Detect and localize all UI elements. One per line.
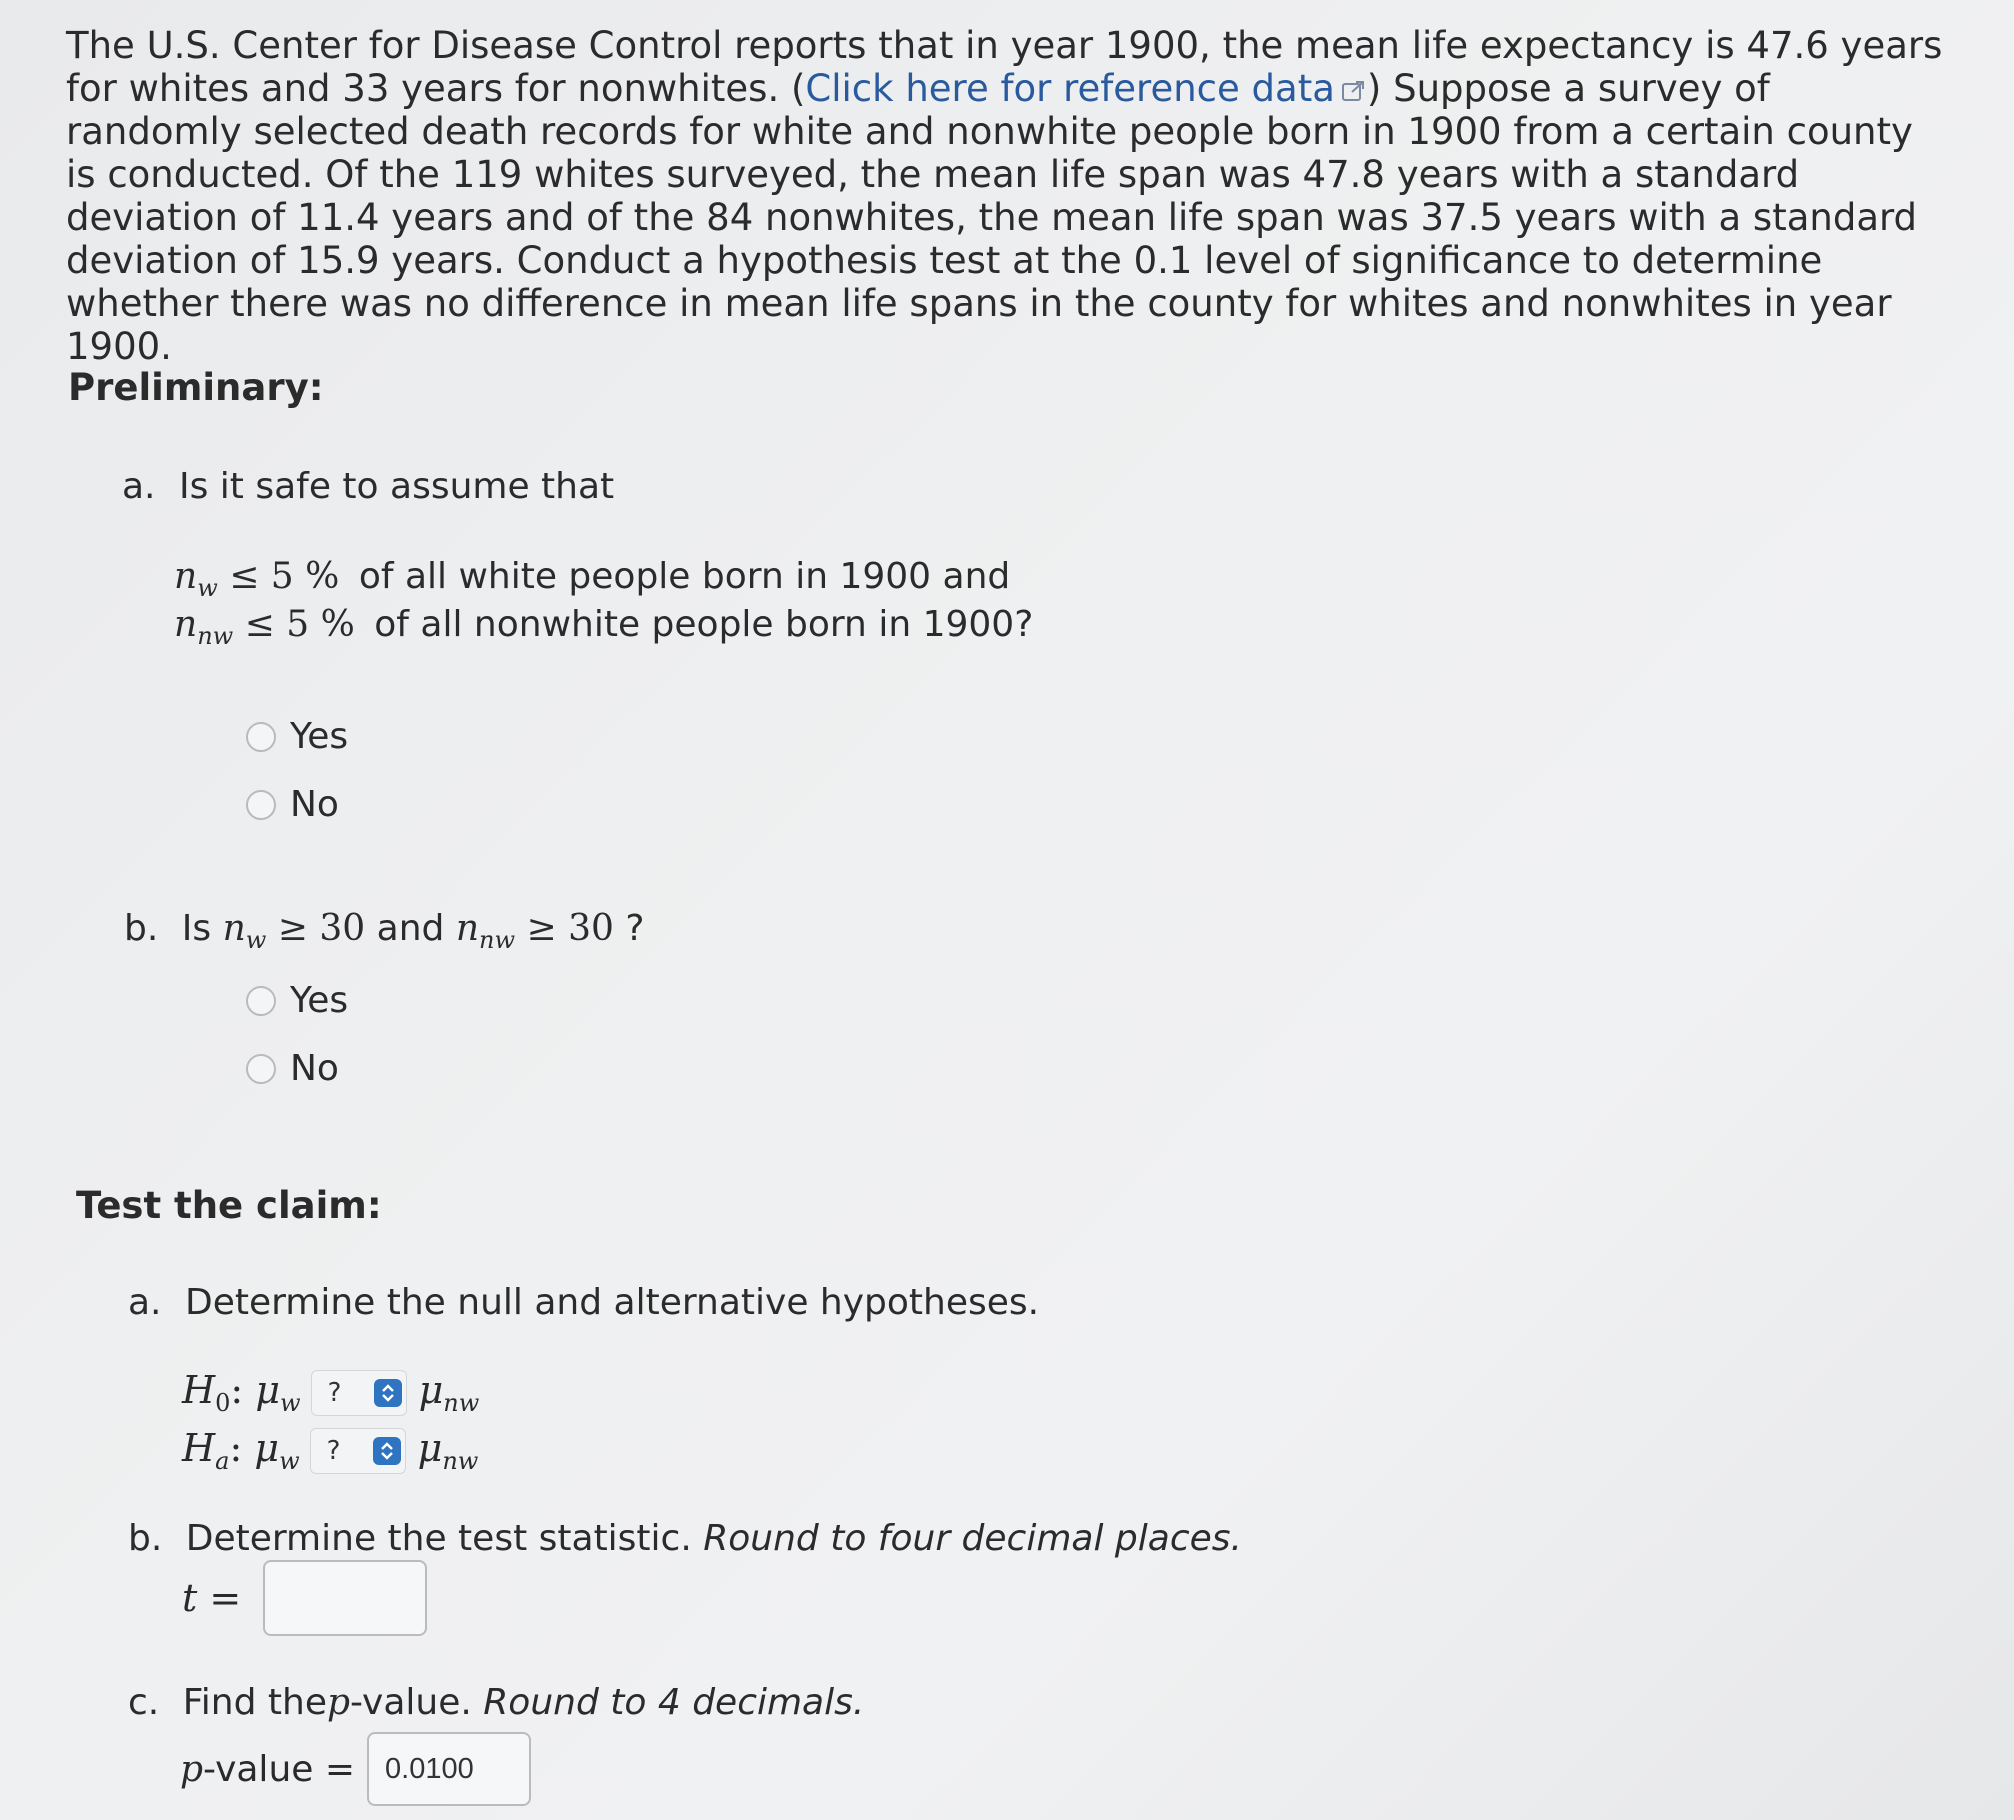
condition-white-text: of all white people born in 1900 and xyxy=(358,556,1011,597)
qb-option-yes-label: Yes xyxy=(290,980,349,1021)
question-mark: ? xyxy=(625,908,645,949)
test-c-label: c. xyxy=(128,1682,160,1723)
question-a-text: Is it safe to assume that xyxy=(178,466,615,507)
preliminary-heading: Preliminary: xyxy=(68,366,324,409)
test-a-prompt xyxy=(128,1282,1039,1323)
question-a-prompt xyxy=(122,466,614,507)
reference-data-link-label: Click here for reference data xyxy=(805,67,1335,110)
p-value-label: p-value = xyxy=(180,1748,356,1790)
qa-option-yes[interactable] xyxy=(246,716,348,757)
p-value-row xyxy=(180,1732,531,1806)
mu-nw-symbol: $\mu_{nw}$ xyxy=(417,1426,479,1475)
test-claim-heading: Test the claim: xyxy=(76,1184,382,1227)
question-a-label: a. xyxy=(122,466,156,507)
updown-chevron-icon[interactable] xyxy=(374,1379,402,1407)
n-w-symbol: $n_w \ge 30$ xyxy=(222,908,366,954)
ha-symbol: $H_a$: $\mu_w$ xyxy=(182,1426,300,1475)
radio-button[interactable] xyxy=(246,1054,276,1084)
p-value-input[interactable]: 0.0100 xyxy=(367,1732,531,1806)
test-b-prompt xyxy=(128,1518,1242,1559)
h0-select-value: ? xyxy=(327,1377,342,1408)
n-nw-symbol: $n_{nw} \ge 30$ xyxy=(455,908,614,954)
radio-button[interactable] xyxy=(246,986,276,1016)
radio-button[interactable] xyxy=(246,790,276,820)
test-c-text-post: -value. xyxy=(350,1682,472,1723)
radio-button[interactable] xyxy=(246,722,276,752)
qb-option-no-label: No xyxy=(290,1048,339,1089)
test-c-text-pre: Find the xyxy=(182,1682,327,1723)
qb-option-no[interactable] xyxy=(246,1048,339,1089)
external-link-icon[interactable] xyxy=(1341,79,1367,103)
null-hypothesis xyxy=(182,1368,479,1417)
question-b-label: b. xyxy=(124,908,159,949)
reference-data-link[interactable] xyxy=(805,67,1366,110)
test-c-prompt xyxy=(128,1682,864,1723)
h0-symbol: $H_0$: $\mu_w$ xyxy=(182,1368,301,1417)
question-b-prompt xyxy=(124,908,644,954)
mu-nw-symbol: $\mu_{nw}$ xyxy=(418,1368,480,1417)
qb-option-yes[interactable] xyxy=(246,980,348,1021)
test-a-text: Determine the null and alternative hypotheses. xyxy=(184,1282,1040,1323)
t-symbol: t = xyxy=(182,1576,242,1620)
test-b-label: b. xyxy=(128,1518,163,1559)
qa-option-yes-label: Yes xyxy=(290,716,349,757)
problem-text-start: The U.S. Center for Disease Control reports that in year 1900, the mean life expectancy is 47.6 years for whites and 33 years for nonwhites. ( xyxy=(66,24,1943,110)
test-b-text: Determine the test statistic. xyxy=(185,1518,692,1559)
ha-select-value: ? xyxy=(326,1435,341,1466)
updown-chevron-icon[interactable] xyxy=(373,1437,401,1465)
ha-relation-select[interactable] xyxy=(310,1428,406,1474)
n-nw-symbol: $n_{nw} \le 5$ % xyxy=(174,604,355,650)
condition-nonwhite-text: of all nonwhite people born in 1900? xyxy=(374,604,1034,645)
test-b-instruction: Round to four decimal places. xyxy=(703,1518,1242,1559)
alternative-hypothesis xyxy=(182,1426,478,1475)
and-word: and xyxy=(376,908,445,949)
test-c-instruction: Round to 4 decimals. xyxy=(483,1682,865,1723)
condition-nonwhite xyxy=(174,604,1033,650)
h0-relation-select[interactable] xyxy=(311,1370,407,1416)
test-a-label: a. xyxy=(128,1282,162,1323)
problem-statement xyxy=(66,24,1946,368)
condition-white xyxy=(174,556,1010,602)
p-symbol: p xyxy=(326,1682,351,1723)
problem-text-end: ) Suppose a survey of randomly selected death records for white and nonwhite people born in 1900 from a certain county is conducted. Of the 119 whites surveyed, the mean life span was 47.8 years with a standard deviation of 11.4 years and of the 84 nonwhites, the mean life span was 37.5 years with a standard deviation of 15.9 years. Conduct a hypothesis test at the 0.1 level of significance to determine whether there was no difference in mean life spans in the county for whites and nonwhites in year 1900. xyxy=(66,67,1918,368)
qa-option-no[interactable] xyxy=(246,784,339,825)
n-w-symbol: $n_w \le 5$ % xyxy=(174,556,340,602)
test-statistic-row xyxy=(182,1560,427,1636)
test-statistic-input[interactable] xyxy=(263,1560,427,1636)
qa-option-no-label: No xyxy=(290,784,339,825)
question-b-prefix: Is xyxy=(181,908,212,949)
